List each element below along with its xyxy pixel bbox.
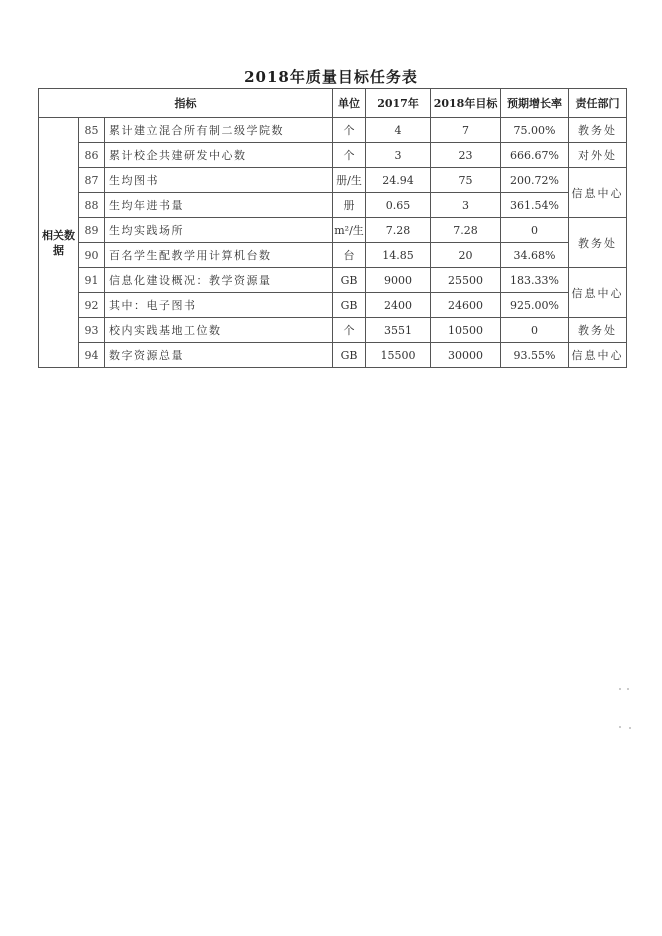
header-2017: 2017年	[366, 89, 431, 118]
row-number: 90	[79, 243, 105, 268]
unit-cell: 个	[333, 118, 366, 143]
table-row	[39, 293, 627, 318]
header-dept: 责任部门	[569, 89, 627, 118]
growth-cell: 361.54%	[501, 193, 569, 218]
value-2017-cell: 3551	[366, 318, 431, 343]
growth-cell: 925.00%	[501, 293, 569, 318]
row-number: 93	[79, 318, 105, 343]
indicator-cell: 生均年进书量	[105, 193, 333, 218]
target-2018-cell: 23	[431, 143, 501, 168]
header-indicator: 指标	[39, 89, 333, 118]
unit-cell: 台	[333, 243, 366, 268]
scan-speck	[619, 726, 621, 728]
growth-cell: 666.67%	[501, 143, 569, 168]
value-2017-cell: 3	[366, 143, 431, 168]
target-2018-cell: 7.28	[431, 218, 501, 243]
dept-cell: 教务处	[569, 118, 627, 143]
row-number: 91	[79, 268, 105, 293]
dept-cell: 信息中心	[569, 343, 627, 368]
indicator-cell: 数字资源总量	[105, 343, 333, 368]
group-label: 相关数据	[39, 118, 79, 368]
indicator-cell: 校内实践基地工位数	[105, 318, 333, 343]
value-2017-cell: 14.85	[366, 243, 431, 268]
growth-cell: 34.68%	[501, 243, 569, 268]
table-row	[39, 118, 627, 143]
dept-cell: 信息中心	[569, 268, 627, 318]
target-2018-cell: 7	[431, 118, 501, 143]
value-2017-cell: 9000	[366, 268, 431, 293]
table-row	[39, 243, 627, 268]
table-row	[39, 143, 627, 168]
indicator-cell: 百名学生配教学用计算机台数	[105, 243, 333, 268]
unit-cell: 个	[333, 318, 366, 343]
scan-speck	[629, 727, 631, 729]
value-2017-cell: 7.28	[366, 218, 431, 243]
row-number: 94	[79, 343, 105, 368]
growth-cell: 0	[501, 218, 569, 243]
value-2017-cell: 2400	[366, 293, 431, 318]
value-2017-cell: 15500	[366, 343, 431, 368]
dept-cell: 教务处	[569, 218, 627, 268]
indicator-cell: 信息化建设概况：教学资源量	[105, 268, 333, 293]
unit-cell: 册	[333, 193, 366, 218]
growth-cell: 93.55%	[501, 343, 569, 368]
target-2018-cell: 24600	[431, 293, 501, 318]
unit-cell: GB	[333, 268, 366, 293]
growth-cell: 183.33%	[501, 268, 569, 293]
growth-cell: 0	[501, 318, 569, 343]
growth-cell: 75.00%	[501, 118, 569, 143]
row-number: 89	[79, 218, 105, 243]
target-2018-cell: 25500	[431, 268, 501, 293]
table-row	[39, 193, 627, 218]
target-2018-cell: 10500	[431, 318, 501, 343]
row-number: 86	[79, 143, 105, 168]
value-2017-cell: 4	[366, 118, 431, 143]
document-title: 2018年质量目标任务表	[244, 68, 418, 86]
row-number: 87	[79, 168, 105, 193]
table-row	[39, 268, 627, 293]
unit-cell: m²/生	[333, 218, 366, 243]
table-row	[39, 318, 627, 343]
header-growth: 预期增长率	[501, 89, 569, 118]
target-2018-cell: 20	[431, 243, 501, 268]
value-2017-cell: 24.94	[366, 168, 431, 193]
header-unit: 单位	[333, 89, 366, 118]
target-2018-cell: 3	[431, 193, 501, 218]
value-2017-cell: 0.65	[366, 193, 431, 218]
table-row	[39, 218, 627, 243]
header-row	[39, 89, 627, 118]
indicator-cell: 生均图书	[105, 168, 333, 193]
table-row	[39, 343, 627, 368]
unit-cell: 个	[333, 143, 366, 168]
row-number: 88	[79, 193, 105, 218]
indicator-cell: 累计校企共建研发中心数	[105, 143, 333, 168]
unit-cell: 册/生	[333, 168, 366, 193]
unit-cell: GB	[333, 343, 366, 368]
scan-speck	[619, 688, 621, 690]
indicator-cell: 生均实践场所	[105, 218, 333, 243]
scan-speck	[627, 688, 629, 690]
header-2018-target: 2018年目标	[431, 89, 501, 118]
indicator-cell: 累计建立混合所有制二级学院数	[105, 118, 333, 143]
target-2018-cell: 75	[431, 168, 501, 193]
dept-cell: 信息中心	[569, 168, 627, 218]
quality-target-table	[38, 88, 627, 368]
row-number: 85	[79, 118, 105, 143]
indicator-cell: 其中：电子图书	[105, 293, 333, 318]
unit-cell: GB	[333, 293, 366, 318]
growth-cell: 200.72%	[501, 168, 569, 193]
dept-cell: 教务处	[569, 318, 627, 343]
dept-cell: 对外处	[569, 143, 627, 168]
target-2018-cell: 30000	[431, 343, 501, 368]
table-row	[39, 168, 627, 193]
row-number: 92	[79, 293, 105, 318]
